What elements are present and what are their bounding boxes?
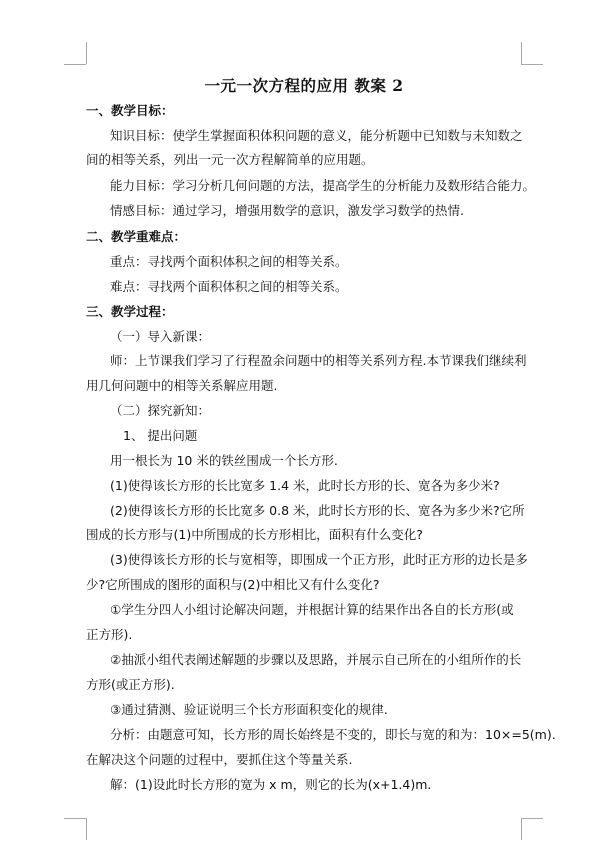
question-2-line-2: 围成的长方形与(1)中所围成的长方形相比，面积有什么变化? (86, 527, 423, 542)
crop-mark-top-right (521, 64, 543, 65)
activity-3: ③通过猜测、验证说明三个长方形面积变化的规律. (110, 702, 388, 717)
analysis-line-1: 分析：由题意可知，长方形的周长始终是不变的，即长与宽的和为：10×=5(m). (110, 727, 556, 742)
activity-2-line-2: 方形(或正方形). (86, 677, 175, 692)
activity-1-line-2: 正方形). (86, 627, 133, 642)
teacher-line-1: 师：上节课我们学习了行程盈余问题中的相等关系列方程.本节课我们继续利 (110, 353, 527, 368)
knowledge-goal-line-1: 知识目标：使学生掌握面积体积问题的意义，能分析题中已知数与未知数之 (110, 128, 523, 143)
section-heading-process: 三、教学过程： (86, 304, 174, 319)
question-3-line-1: (3)使得该长方形的长与宽相等，即围成一个正方形，此时正方形的边长是多 (110, 552, 528, 567)
subsection-intro: （一）导入新课： (110, 329, 211, 344)
emotion-goal: 情感目标：通过学习，增强用数学的意识，激发学习数学的热情. (110, 203, 464, 218)
solution-line: 解：(1)设此时长方形的宽为 x m，则它的长为(x+1.4)m. (110, 777, 432, 792)
item-pose-question: 1、 提出问题 (123, 428, 198, 443)
section-heading-key-points: 二、教学重难点： (86, 229, 187, 244)
problem-statement: 用一根长为 10 米的铁丝围成一个长方形. (110, 453, 338, 468)
activity-2-line-1: ②抽派小组代表阐述解题的步骤以及思路，并展示自己所在的小组所作的长 (110, 652, 522, 667)
crop-mark-top-left (64, 64, 86, 65)
crop-mark-top-left (86, 42, 87, 64)
crop-mark-bottom-left (86, 818, 87, 840)
question-2-line-1: (2)使得该长方形的长比宽多 0.8 米，此时长方形的长、宽各为多少米?它所 (110, 503, 525, 518)
difficulty-point: 难点：寻找两个面积体积之间的相等关系。 (110, 279, 348, 294)
teacher-line-2: 用几何问题中的相等关系解应用题. (86, 378, 278, 393)
question-1: (1)使得该长方形的长比宽多 1.4 米，此时长方形的长、宽各为多少米? (110, 478, 500, 493)
section-heading-objectives: 一、教学目标： (86, 103, 174, 118)
page-title: 一元一次方程的应用 教案 2 (204, 76, 404, 95)
ability-goal: 能力目标：学习分析几何问题的方法，提高学生的分析能力及数形结合能力。 (110, 178, 536, 193)
activity-1-line-1: ①学生分四人小组讨论解决问题，并根据计算的结果作出各自的长方形(或 (110, 602, 514, 617)
knowledge-goal-line-2: 间的相等关系，列出一元一次方程解简单的应用题。 (86, 152, 374, 167)
question-3-line-2: 少?它所围成的图形的面积与(2)中相比又有什么变化? (86, 577, 380, 592)
analysis-line-2: 在解决这个问题的过程中，要抓住这个等量关系. (86, 752, 353, 767)
crop-mark-bottom-right (521, 818, 522, 840)
crop-mark-bottom-left (64, 818, 86, 819)
crop-mark-top-right (521, 42, 522, 64)
crop-mark-bottom-right (521, 818, 543, 819)
key-point: 重点：寻找两个面积体积之间的相等关系。 (110, 254, 348, 269)
subsection-explore: （二）探究新知： (110, 403, 211, 418)
